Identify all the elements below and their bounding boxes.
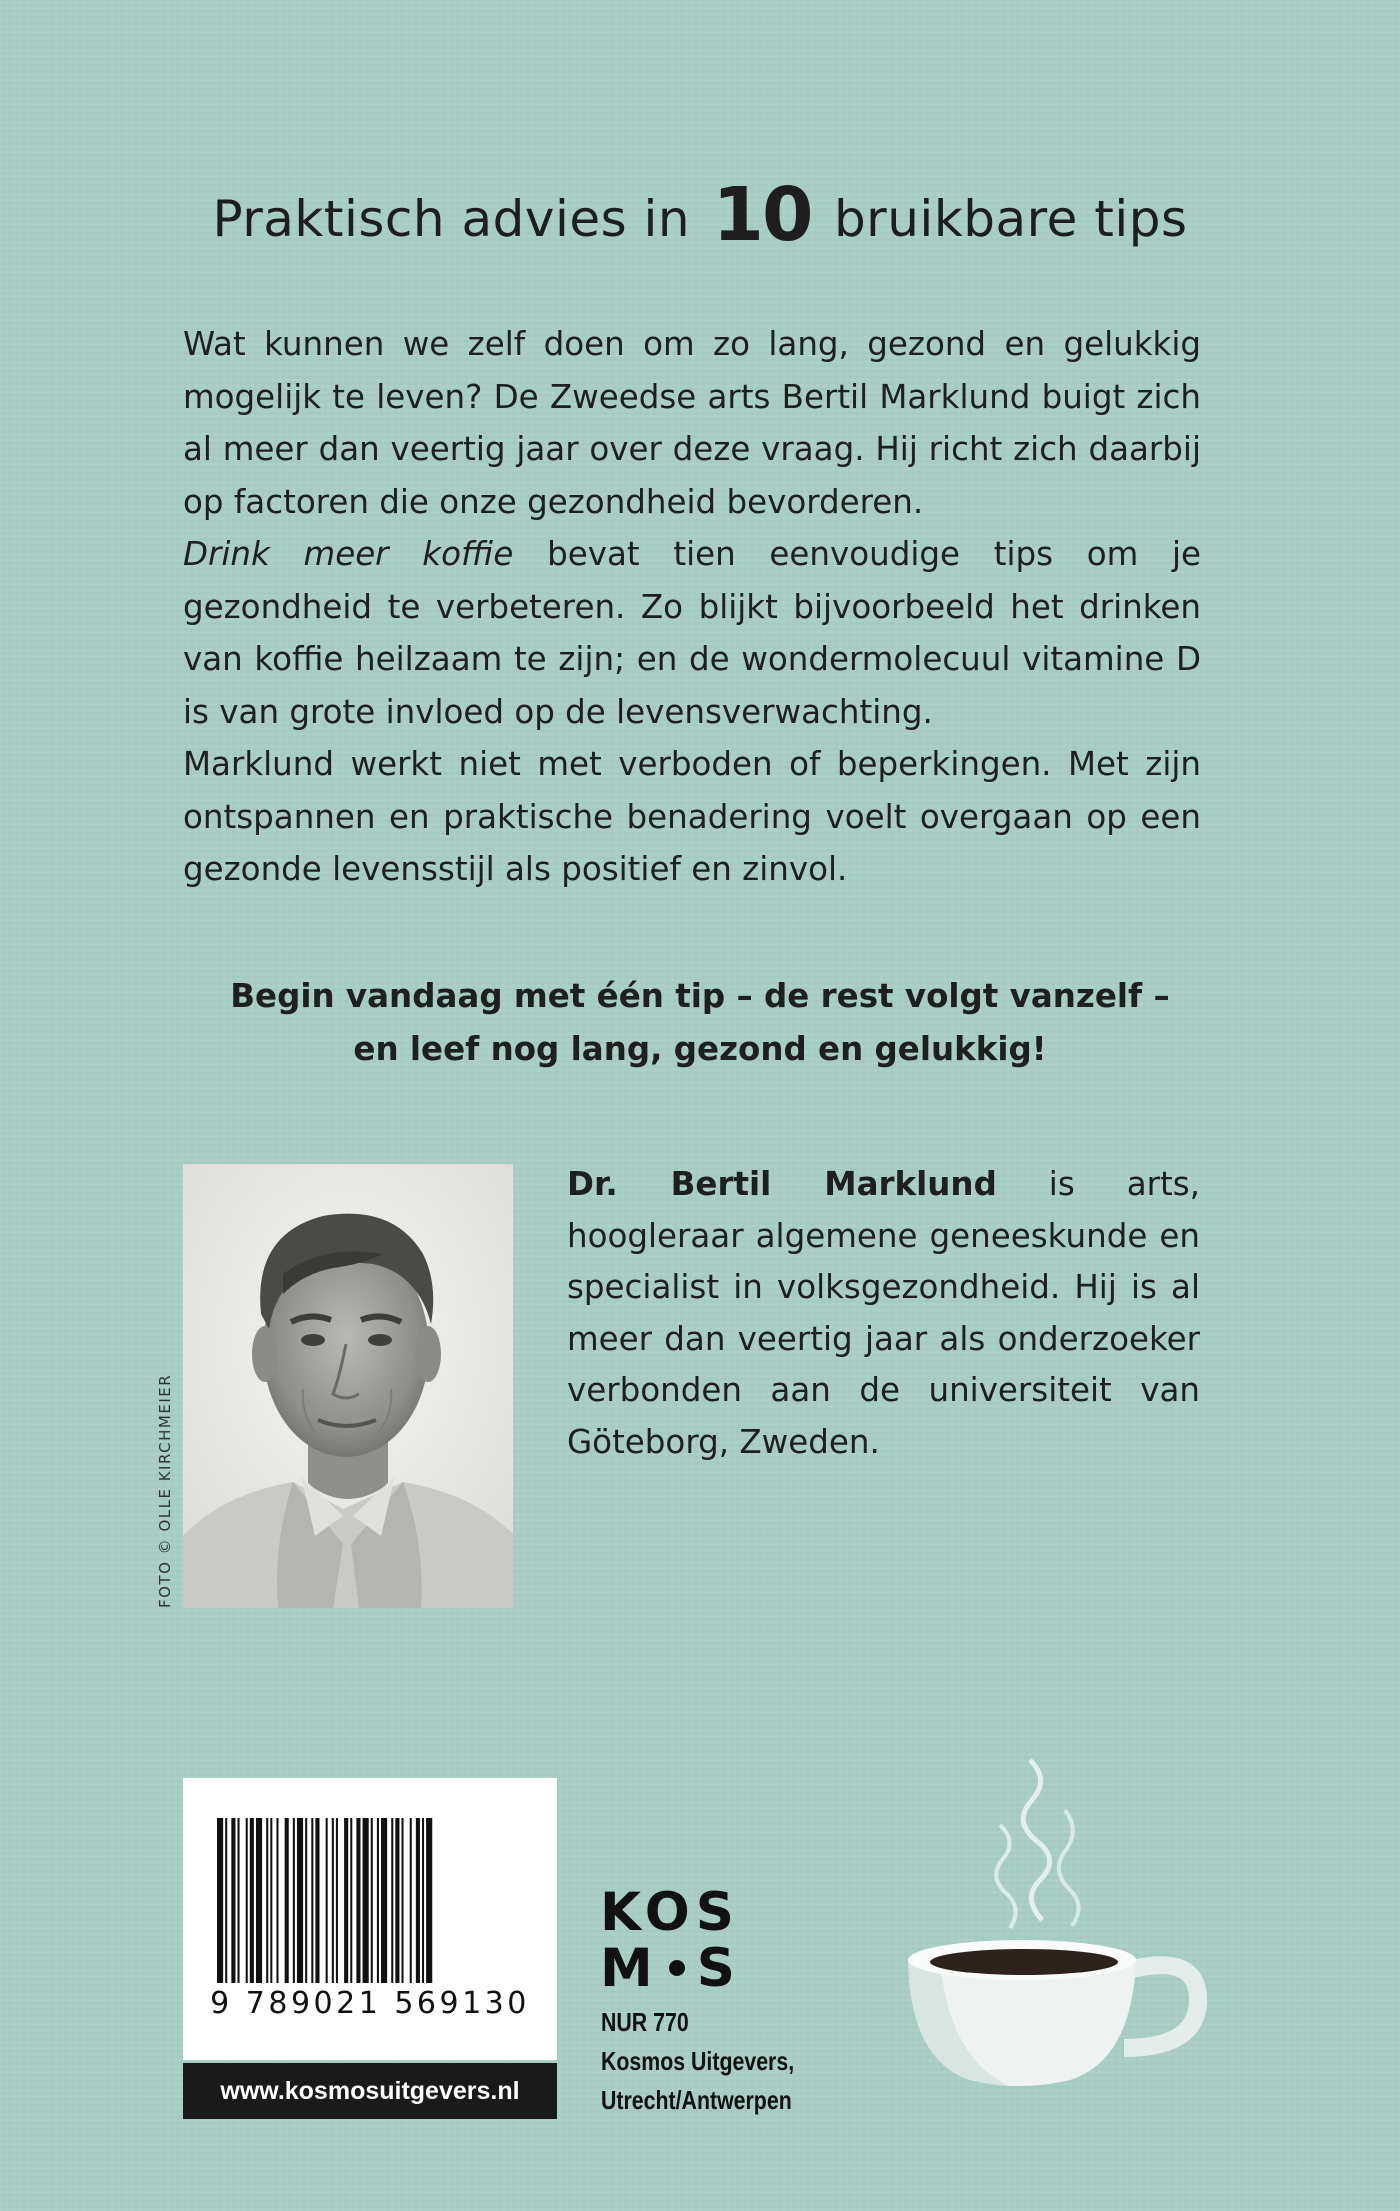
tagline — [0, 970, 1400, 1076]
publisher-info — [601, 2003, 794, 2120]
author-name: Dr. Bertil Marklund — [567, 1165, 997, 1203]
barcode-bar — [246, 1818, 248, 1983]
logo-letter-m: M — [600, 1938, 659, 1999]
barcode-bar — [305, 1818, 307, 1983]
barcode-bar — [344, 1818, 348, 1983]
website-url[interactable]: www.kosmosuitgevers.nl — [183, 2063, 557, 2119]
barcode-bars — [217, 1818, 523, 1983]
barcode-bar — [217, 1818, 223, 1983]
logo-line-1: KOS — [600, 1882, 740, 1943]
publisher-city: Utrecht/Antwerpen — [601, 2085, 792, 2115]
logo-dot-icon — [669, 1960, 685, 1976]
barcode-bar — [270, 1818, 272, 1983]
description — [183, 318, 1201, 896]
barcode-bar — [326, 1818, 328, 1983]
headline-number: 10 — [712, 172, 812, 258]
barcode-bar — [371, 1818, 373, 1983]
barcode-bar — [410, 1818, 412, 1983]
barcode-bar — [391, 1818, 393, 1983]
author-photo — [183, 1164, 513, 1608]
description-paragraph-2-rest: bevat tien eenvoudige tips om je gezondheid te verbeteren. Zo blijkt bijvoorbeeld het drinken van koffie heilzaam te zijn; en de wondermolecuul vitamine D is van grote invloed op de levensverwachting. — [183, 535, 1201, 731]
barcode-bar — [350, 1818, 352, 1983]
barcode-bar — [315, 1818, 319, 1983]
barcode — [183, 1778, 557, 2060]
barcode-bar — [256, 1818, 262, 1983]
barcode-bar — [336, 1818, 338, 1983]
barcode-bar — [416, 1818, 420, 1983]
isbn-number: 9 789021 569130 — [210, 1986, 530, 2021]
book-title-italic: Drink meer koffie — [183, 535, 514, 573]
barcode-bar — [276, 1818, 278, 1983]
author-bio-paragraph — [567, 1159, 1200, 1468]
barcode-bar — [231, 1818, 235, 1983]
headline-after: bruikbare tips — [833, 190, 1188, 248]
barcode-bar — [293, 1818, 295, 1983]
logo-line-2 — [600, 1938, 741, 1999]
barcode-bar — [356, 1818, 360, 1983]
tagline-line-2: en leef nog lang, gezond en gelukkig! — [353, 1030, 1047, 1068]
barcode-bar — [422, 1818, 424, 1983]
headline-before: Praktisch advies in — [212, 190, 691, 248]
barcode-bar — [426, 1818, 432, 1983]
logo-letter-s: S — [696, 1938, 741, 1999]
coffee-cup-icon — [900, 1730, 1220, 2090]
barcode-bar — [381, 1818, 387, 1983]
barcode-bar — [311, 1818, 313, 1983]
headline — [0, 172, 1400, 258]
barcode-bar — [395, 1818, 399, 1983]
kosmos-logo — [600, 1882, 741, 1999]
photo-credit: FOTO © OLLE KIRCHMEIER — [156, 1373, 174, 1608]
nur-code: NUR 770 — [601, 2007, 689, 2037]
tagline-line-1: Begin vandaag met één tip – de rest volgt vanzelf – — [230, 977, 1170, 1015]
description-paragraph-1: Wat kunnen we zelf doen om zo lang, gezond en gelukkig mogelijk te leven? De Zweedse arts Bertil Marklund buigt zich al meer dan veertig jaar over deze vraag. Hij richt zich daarbij op factoren die onze gezondheid bevorderen. — [183, 325, 1201, 521]
author-portrait-illustration — [183, 1164, 513, 1608]
barcode-bar — [402, 1818, 404, 1983]
barcode-bar — [238, 1818, 240, 1983]
barcode-bar — [250, 1818, 254, 1983]
barcode-bar — [363, 1818, 369, 1983]
description-paragraph-2 — [183, 528, 1201, 738]
barcode-bar — [377, 1818, 379, 1983]
barcode-bar — [225, 1818, 227, 1983]
author-bio — [567, 1159, 1200, 1468]
author-bio-text: is arts, hoogleraar algemene geneeskunde en specialist in volksgezondheid. Hij is al meer dan veertig jaar als onderzoeker verbonden aan de universiteit van Göteborg, Zweden. — [567, 1165, 1200, 1461]
barcode-bar — [285, 1818, 289, 1983]
description-paragraph-3: Marklund werkt niet met verboden of beperkingen. Met zijn ontspannen en praktische benadering voelt overgaan op een gezonde levensstijl als positief en zinvol. — [183, 745, 1201, 888]
barcode-bar — [266, 1818, 268, 1983]
barcode-bar — [297, 1818, 303, 1983]
barcode-bar — [332, 1818, 334, 1983]
publisher-name: Kosmos Uitgevers, — [601, 2046, 795, 2076]
